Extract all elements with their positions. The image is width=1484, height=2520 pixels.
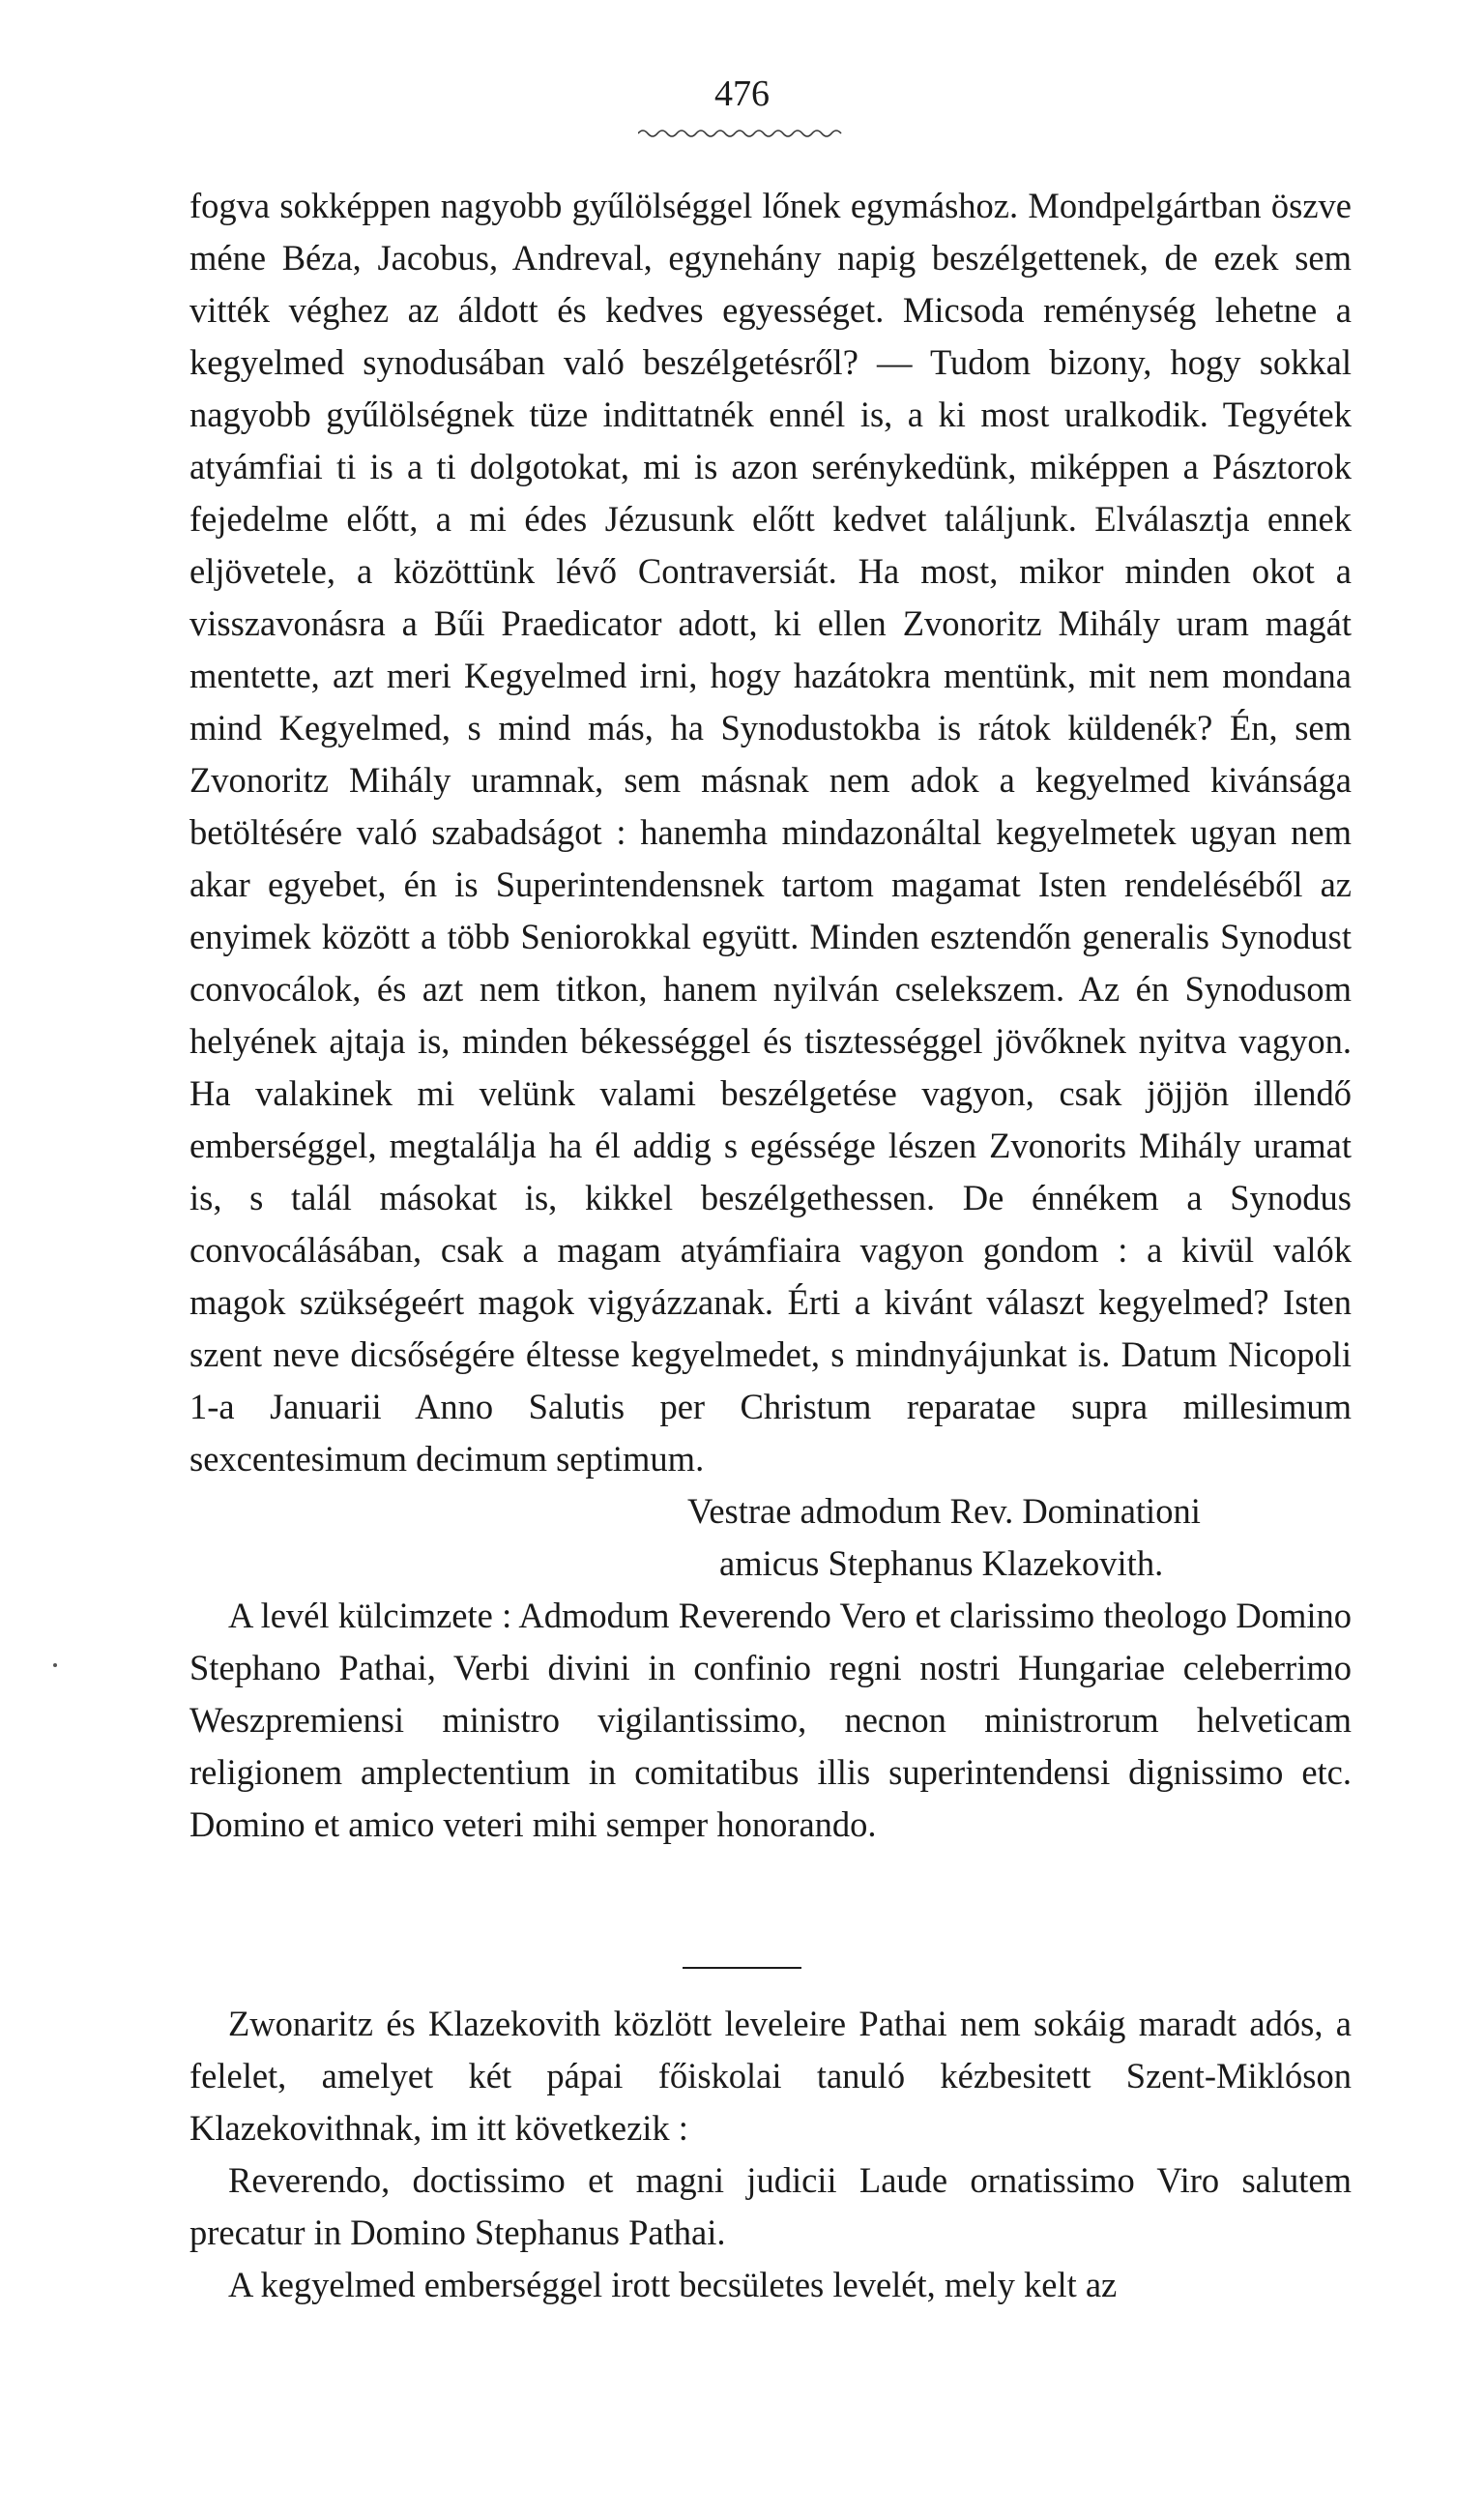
continuation-opening: A kegyelmed emberséggel irott becsületes levelét, mely kelt az [228, 2265, 1118, 2304]
page-number: 476 [714, 73, 770, 114]
section-divider [683, 1967, 801, 1969]
wavy-ornament-icon [638, 128, 846, 139]
signature-name: amicus Stephanus Klazekovith. [719, 1543, 1164, 1583]
continuation-salutation: Reverendo, doctissimo et magni judicii Laude ornatissimo Viro salutem precatur in Domino Stephanus Pathai. [189, 2160, 1352, 2252]
letter-address: A levél külcimzete : Admodum Reverendo Vero et clarissimo theologo Domino Stephano Pathai, Verbi divini in confinio regni nostri Hungariae celeberrimo Weszpremiensi ministro vigilantissimo, necnon ministrorum helveticam religionem amplectentium in comitatibus illis superintendensi dignissimo etc. Domino et amico veteri mihi semper honorando. [189, 1596, 1352, 1844]
continuation-intro: Zwonaritz és Klazekovith közlött leveleire Pathai nem sokáig maradt adós, a felelet, amelyet két pápai főiskolai tanuló kézbesitett Szent-Miklóson Klazekovithnak, im itt következik : [189, 2004, 1352, 2148]
letter-section [189, 180, 1352, 1851]
signature-closing: Vestrae admodum Rev. Dominationi [687, 1491, 1201, 1531]
continuation-section [189, 1998, 1352, 2311]
letter-body: fogva sokképpen nagyobb gyűlölséggel lőnek egymáshoz. Mondpelgártban öszve méne Béza, Jacobus, Andreval, egynehány napig beszélgettenek, de ezek sem vitték véghez az áldott és kedves egyességet. Micsoda reménység lehetne a kegyelmed synodusában való beszélgetésről? — Tudom bizony, hogy sokkal nagyobb gyűlölségnek tüze indittatnék ennél is, a ki most uralkodik. Tegyétek atyámfiai ti is a ti dolgotokat, mi is azon serénykedünk, miképpen a Pásztorok fejedelme előtt, a mi édes Jézusunk előtt kedvet találjunk. Elválasztja ennek eljövetele, a közöttünk lévő Contraversiát. Ha most, mikor minden okot a visszavonásra a Bűi Praedicator adott, ki ellen Zvonoritz Mihály uram magát mentette, azt meri Kegyelmed irni, hogy hazátokra mentünk, mit nem mondana mind Kegyelmed, s mind más, ha Synodustokba is rátok küldenék? Én, sem Zvonoritz Mihály uramnak, sem másnak nem adok a kegyelmed kivánsága betöltésére való szabadságot : hanemha mindazonáltal kegyelmetek ugyan nem akar egyebet, én is Superintendensnek tartom magamat Isten rendeléséből az enyimek között a több Seniorokkal együtt. Minden esztendőn generalis Synodust convocálok, és azt nem titkon, hanem nyilván cselekszem. Az én Synodusom helyének ajtaja is, minden békességgel és tisztességgel jövőknek nyitva vagyon. Ha valakinek mi velünk valami beszélgetése vagyon, csak jöjjön illendő emberséggel, megtalálja ha él addig s egéssége lészen Zvonorits Mihály uramat is, s talál másokat is, kikkel beszélgethessen. De énnékem a Synodus convocálásában, csak a magam atyámfiaira vagyon gondom : a kivül valók magok szükségeért magok vigyázzanak. Érti a kivánt választ kegyelmed? Isten szent neve dicsőségére éltesse kegyelmedet, s mindnyájunkat is. Datum Nicopoli 1-a Januarii Anno Salutis per Christum reparatae supra millesimum sexcentesimum decimum septimum. [189, 186, 1352, 1479]
margin-speck [53, 1663, 57, 1667]
